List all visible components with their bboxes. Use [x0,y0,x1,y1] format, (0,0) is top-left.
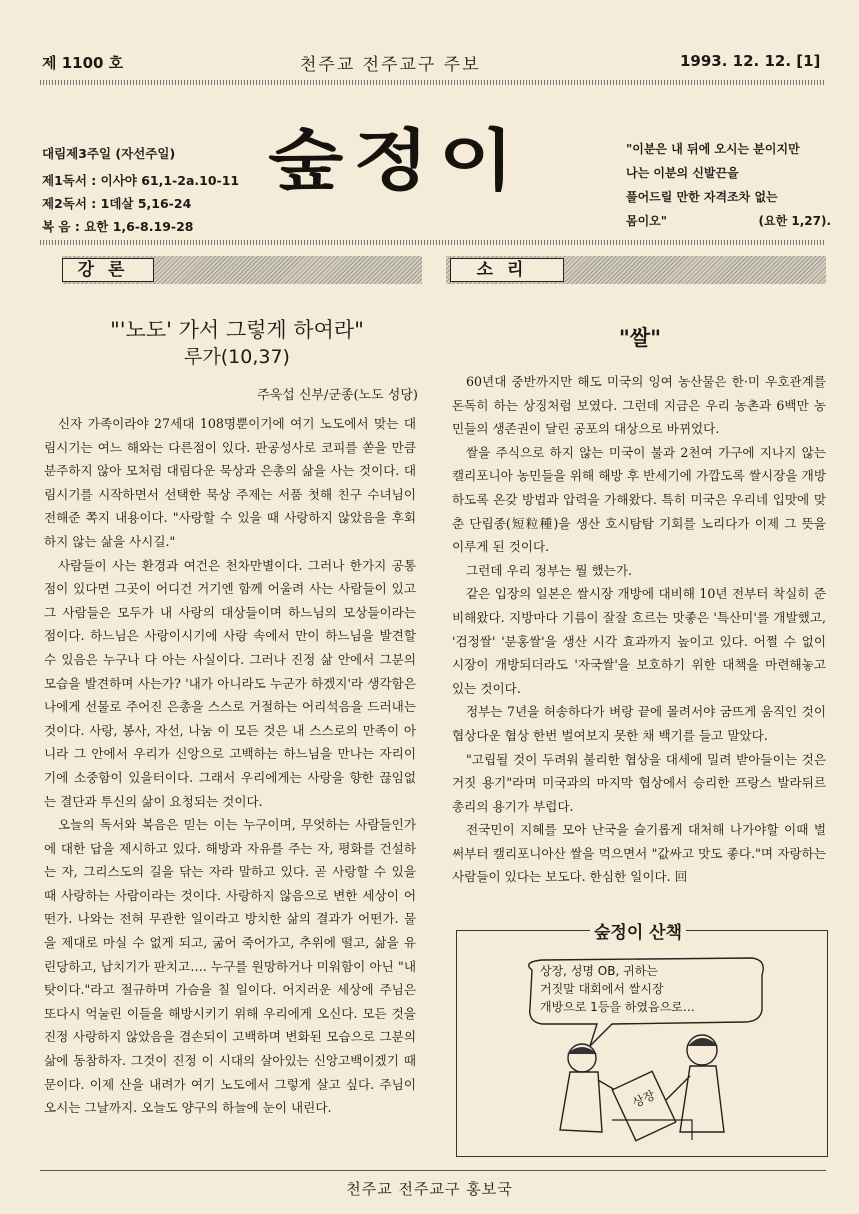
sermon-author: 주욱섭 신부/군종(노도 성당) [257,388,418,403]
editorial-paragraph: 같은 입장의 일본은 쌀시장 개방에 대비해 10년 전부터 착실히 준비해왔다. 지방마다 기름이 잘잘 흐르는 맛좋은 '특산미'를 개발했고, '검정쌀' '분홍쌀'을 생산 시각 효과까지 높이고 있다. 어쩔 수 없이 시장이 개방되더라도 '자국쌀'을 보호하기 위한 대책을 마련해놓고 있는 것이다. [452,586,826,696]
liturgy-day: 대림제3주일 (자선주일) [42,146,176,161]
reading-2-label: 제2독서 : [42,196,97,211]
top-rule [40,80,826,85]
right-figure-body [680,1066,724,1132]
reading-1 [42,169,239,192]
sermon-title: "'노도' 가서 그렇게 하여라" [110,318,364,342]
plaque-text: 상장 [630,1087,658,1111]
cartoon-illustration [462,950,822,1150]
masthead-rule [40,240,826,245]
masthead-title: 숲정이 [268,122,525,200]
editorial-paragraph: 정부는 7년을 허송하다가 벼랑 끝에 몰려서야 굼뜨게 움직인 것이 협상다운 협상 한번 벌여보지 못한 채 백기를 들고 말았다. [452,704,826,743]
masthead-title-wrap [268,108,598,228]
footer-publisher: 천주교 전주교구 홍보국 [346,1180,513,1198]
editorial-paragraph: 전국민이 지혜를 모아 난국을 슬기롭게 대처해 나가야할 이때 벌써부터 캘리포니아산 쌀을 먹으면서 "값싸고 맛도 좋다."며 자랑하는 사람들이 있다는 보도다. 한심한 일이다. 回 [452,822,826,885]
reading-1-label: 제1독서 : [42,173,97,188]
quote-line: 나는 이분의 신발끈을 [626,166,739,180]
sermon-paragraph: 신자 가족이라야 27세대 108명뿐이기에 여기 노도에서 맞는 대림시기는 여느 해와는 다른점이 있다. 판공성사로 코피를 쏟을 만큼 분주하지 않아 모처럼 대림다운 묵상과 은총의 삶을 사는 것이다. 대림시기를 시작하면서 선택한 묵상 주제는 서품 첫해 친구 수녀님이 전해준 쪽지 내용이다. "사랑할 수 있을 때 사랑하지 않았음을 후회하지 않는 삶을 사시길." [44,416,416,549]
quote-line: 풀어드릴 만한 자격조차 없는 [626,190,778,204]
section-label-sermon: 강론 [62,258,154,282]
gospel-reading [42,215,239,238]
sermon-scripture-ref: 루가(10,37) [184,346,290,368]
quote-line [626,209,831,233]
editorial-paragraph: 60년대 중반까지만 해도 미국의 잉여 농산물은 한·미 우호관계를 돈독히 하는 상징처럼 보였다. 그런데 지금은 우리 농촌과 6백만 농민들의 생존권이 달린 공포의 대상으로 바뀌었다. [452,374,826,437]
quote-reference: (요한 1,27). [758,214,831,228]
editorial-paragraph: 그런데 우리 정부는 뭘 했는가. [466,562,633,578]
reading-2-text: 1데살 5,16-24 [100,196,192,211]
quote-line: "이분은 내 뒤에 오시는 분이지만 [626,142,800,156]
date-page: 1993. 12. 12. [1] [680,52,821,70]
speech-bubble-text [540,962,695,1016]
sermon-paragraph: 사람들이 사는 환경과 여건은 천차만별이다. 그러나 한가지 공통점이 있다면 그곳이 어디건 거기엔 함께 어울려 사는 사람들이 있고 그 사람들은 모두가 내 사랑의 대상들이며 하느님의 모상들이라는 점이다. 하느님은 사랑이시기에 사랑 속에서 만이 하느님을 발견할 수 있음은 누구나 다 아는 사실이다. 그러나 진정 삶 안에서 그분의 모습을 발견하며 사는가? '내가 아니라도 누군가 하겠지'라 생각함은 나에게 선물로 주어진 은총을 스스로 거절하는 어리석음을 드러내는 것이다. 사랑, 봉사, 자선, 나눔 이 모든 것은 내 스스로의 만족이 아니라 그 안에서 우리가 신앙으로 고백하는 하느님을 만나는 자리이기에 소중함이 있을터이다. 그래서 우리에게는 사랑을 향한 끊임없는 결단과 투신의 삶이 요청되는 것이다. [44,557,416,809]
sermon-body [44,412,416,1120]
bubble-line: 거짓말 대회에서 쌀시장 [540,982,664,996]
quote-last-line: 몸이오" [626,214,668,228]
gospel-text: 요한 1,6-8.19-28 [84,219,194,234]
section-label-voice: 소리 [450,258,564,282]
footer-rule [40,1170,826,1171]
issue-number: 제 1100 호 [42,54,124,72]
masthead-quote [626,137,831,233]
bubble-line: 상장, 성명 OB, 귀하는 [540,964,658,978]
cartoon-title: 숲정이 산책 [590,918,686,943]
editorial-paragraph: 쌀을 주식으로 하지 않는 미국이 불과 2천여 가구에 지나지 않는 캘리포니아 농민들을 위해 해방 후 반세기에 가깝도록 쌀시장을 개방하도록 온갖 방법과 압력을 가해왔다. 특히 미국은 우리네 입맛에 맞춘 단립종(短粒種)을 생산 호시탐탐 기회를 노리다가 이제 그 뜻을 이루게 된 것이다. [452,444,826,555]
left-figure-body [560,1072,602,1132]
editorial-paragraph: "고립될 것이 두려워 불리한 협상을 대세에 밀려 받아들이는 것은 거짓 용기"라며 미국과의 마지막 협상에서 승리한 프랑스 발라뒤르 총리의 용기가 부럽다. [452,751,826,814]
bubble-line: 개방으로 1등을 하였음으로… [540,1000,695,1014]
masthead-readings [42,142,239,238]
publisher-line: 천주교 전주교구 주보 [300,55,481,75]
gospel-label: 복 음 : [42,219,80,234]
editorial-body [452,370,826,889]
reading-2 [42,192,239,215]
reading-1-text: 이사야 61,1-2a.10-11 [100,173,240,188]
sermon-paragraph: 오늘의 독서와 복음은 믿는 이는 누구이며, 무엇하는 사람들인가에 대한 답을 제시하고 있다. 해방과 자유를 주는 자, 평화를 건설하는 자, 그리스도의 길을 닦는 자라 말하고 있다. 곧 사랑할 수 있을 때 사랑하는 사람이라는 것이다. 사랑하지 않음으로 변한 세상이 어떤가. 나와는 전혀 무관한 일이라고 방치한 삶의 결과가 어떤가. 물을 제대로 마실 수 없게 되고, 굶어 죽어가고, 추위에 떨고, 삶을 유린당하고, 납치기가 판치고…. 누구를 원망하거나 미워함이 아닌 "내 탓이다."라고 절규하며 가슴을 칠 일이다. 어지러운 세상에 주님은 또다시 억눌린 이들을 해방시키기 위해 우리에게 오신다. 모든 것을 진정 사랑하지 않았음을 겸손되이 고백하며 변화된 모습으로 그분의 삶에 동참하자. 그것이 진정 이 시대의 살아있는 신앙고백이겠기 때문이다. 이제 산을 내려가 여기 노도에서 그렇게 살고 싶다. 주님이 오시는 그날까지. 오늘도 양구의 하늘에 눈이 내린다. [44,817,416,1116]
editorial-title: "쌀" [618,326,662,350]
